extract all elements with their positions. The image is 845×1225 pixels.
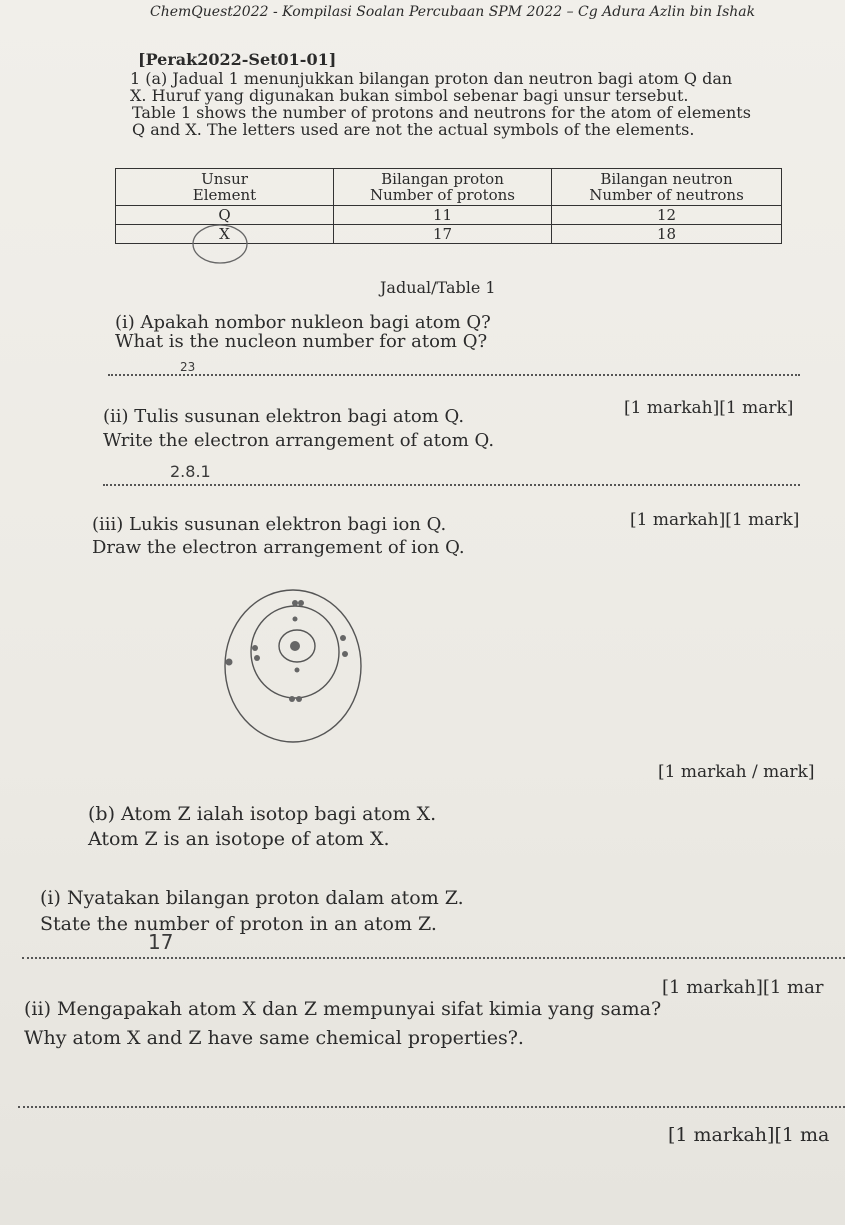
q-ii-malay: (ii) Tulis susunan elektron bagi atom Q. <box>103 406 465 427</box>
intro-line-2: X. Huruf yang digunakan bukan simbol sebenar bagi unsur tersebut. <box>130 86 689 105</box>
intro-line-1: 1 (a) Jadual 1 menunjukkan bilangan proton dan neutron bagi atom Q dan <box>130 69 733 88</box>
intro-line-3: Table 1 shows the number of protons and neutrons for the atom of elements <box>132 103 751 122</box>
table-caption: Jadual/Table 1 <box>380 278 496 297</box>
nucleus <box>290 641 300 651</box>
answer-line <box>103 484 800 486</box>
mark-iii: [1 markah / mark] <box>658 762 815 782</box>
page-header: ChemQuest2022 - Kompilasi Soalan Percubaan SPM 2022 – Cg Adura Azlin bin Ishak <box>150 4 756 20</box>
answer-line <box>22 957 845 959</box>
mark-b-ii: [1 markah][1 ma <box>668 1124 830 1146</box>
mark-ii: [1 markah][1 mark] <box>630 510 800 530</box>
pencil-circle-mark <box>190 222 250 268</box>
answer-line <box>18 1106 845 1108</box>
cell-protons: 17 <box>334 225 552 244</box>
q-i-malay: (i) Apakah nombor nukleon bagi atom Q? <box>115 312 491 333</box>
answer-ii: 2.8.1 <box>170 462 211 481</box>
answer-i: 23 <box>180 360 196 374</box>
cell-neutrons: 12 <box>552 206 782 225</box>
q-iii-english: Draw the electron arrangement of ion Q. <box>92 537 465 558</box>
electron-arrangement-drawing <box>215 582 365 752</box>
header-neutrons: Bilangan neutron Number of neutrons <box>552 169 782 206</box>
q-b-english: Atom Z is an isotope of atom X. <box>88 828 390 850</box>
set-tag: [Perak2022-Set01-01] <box>138 50 337 69</box>
cell-protons: 11 <box>334 206 552 225</box>
q-b-ii-english: Why atom X and Z have same chemical properties?. <box>24 1027 524 1049</box>
q-b-i-malay: (i) Nyatakan bilangan proton dalam atom Z. <box>40 887 464 909</box>
cell-element: X <box>116 225 334 244</box>
table-header-row <box>116 169 782 206</box>
q-ii-english: Write the electron arrangement of atom Q. <box>103 430 495 451</box>
q-b-ii-malay: (ii) Mengapakah atom X dan Z mempunyai sifat kimia yang sama? <box>24 998 662 1020</box>
cell-element: Q <box>116 206 334 225</box>
mark-i: [1 markah][1 mark] <box>624 398 794 418</box>
q-i-english: What is the nucleon number for atom Q? <box>115 331 488 352</box>
q-b-i-english: State the number of proton in an atom Z. <box>40 913 437 935</box>
q-iii-malay: (iii) Lukis susunan elektron bagi ion Q. <box>92 514 447 535</box>
header-element: Unsur Element <box>116 169 334 206</box>
q-b-malay: (b) Atom Z ialah isotop bagi atom X. <box>88 803 437 825</box>
mark-b-i: [1 markah][1 mar <box>662 977 824 998</box>
answer-b-i: 17 <box>148 930 174 954</box>
answer-line <box>108 374 800 376</box>
intro-line-4: Q and X. The letters used are not the actual symbols of the elements. <box>132 120 695 139</box>
header-protons: Bilangan proton Number of protons <box>334 169 552 206</box>
cell-neutrons: 18 <box>552 225 782 244</box>
